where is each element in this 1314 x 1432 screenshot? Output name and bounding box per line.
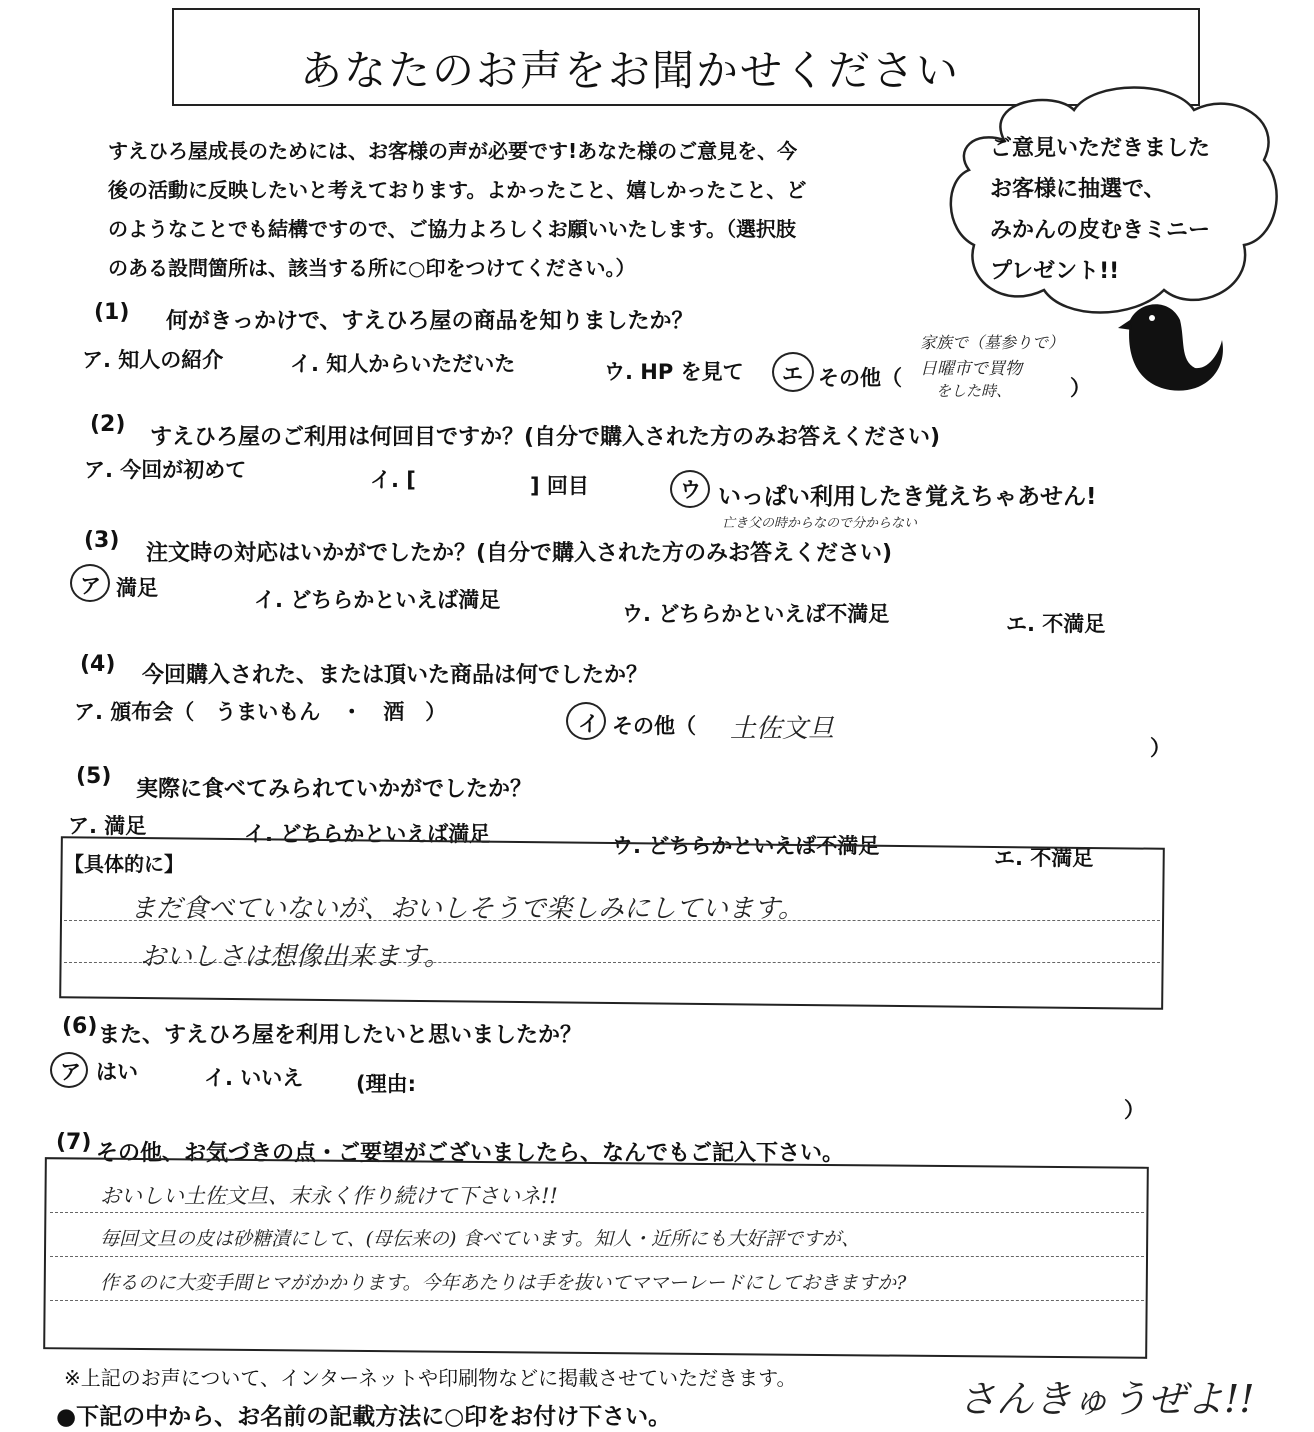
q3-question: 注文時の対応はいかがでしたか？(自分で購入された方のみお答えください) [146, 541, 893, 566]
q2-option-i: イ. [ [370, 468, 416, 492]
q1-option-u: ウ. HP を見て [604, 360, 744, 384]
footer-instruction: ●下記の中から、お名前の記載方法に○印をお付け下さい。 [56, 1404, 672, 1430]
intro-line: すえひろ屋成長のためには、お客様の声が必要です!あなた様のご意見を、今 [108, 139, 798, 163]
q1-option-i: イ. 知人からいただいた [290, 352, 516, 376]
q4-number: (4) [80, 652, 116, 677]
q2-handwritten: 亡き父の時からなので分からない [722, 516, 918, 531]
q2-option-a: ア. 今回が初めて [84, 458, 247, 482]
q5-option-a: ア. 満足 [68, 814, 147, 838]
q4-question: 今回購入された、または頂いた商品は何でしたか？ [142, 663, 649, 688]
q6-option-a-text: はい [96, 1060, 138, 1084]
q4-option-i: イ [578, 712, 599, 736]
q2-option-u-text: いっぱい利用したき覚えちゃあせん! [718, 484, 1097, 510]
q6-option-a: ア [60, 1060, 81, 1084]
q7-line [50, 1300, 1144, 1301]
q1-question: 何がきっかけで、すえひろ屋の商品を知りましたか？ [166, 309, 694, 334]
q1-handwritten-1: 家族で（墓参りで） [920, 333, 1065, 352]
q5-question: 実際に食べてみられていかがでしたか？ [136, 777, 533, 802]
q5-handwritten-2: おいしさは想像出来ます。 [140, 942, 450, 972]
q3-option-i: イ. どちらかといえば満足 [254, 588, 501, 612]
q5-option-i: イ. どちらかといえば満足 [244, 822, 491, 846]
q5-handwritten-1: まだ食べていないが、おいしそうで楽しみにしています。 [130, 894, 804, 924]
q3-option-u: ウ. どちらかといえば不満足 [622, 602, 890, 626]
q1-option-e: エ [782, 362, 803, 386]
q1-option-e-text: その他（ [818, 366, 902, 390]
q7-number: (7) [56, 1130, 92, 1155]
cloud-line: プレゼント!! [990, 259, 1120, 284]
q7-handwritten-1: おいしい土佐文旦、末永く作り続けて下さいネ!! [100, 1184, 558, 1208]
q5-number: (5) [76, 764, 112, 789]
q6-number: (6) [62, 1014, 98, 1039]
signature: さんきゅうぜよ!! [958, 1377, 1255, 1421]
q1-handwritten-2: 日曜市で買物 [920, 359, 1022, 379]
q2-number: (2) [90, 412, 126, 437]
q7-handwritten-3: 作るのに大変手間ヒマがかかります。今年あたりは手を抜いてママーレードにしておきますか? [100, 1272, 907, 1294]
cloud-line: ご意見いただきました [990, 136, 1211, 161]
q4-handwritten: 土佐文旦 [730, 714, 835, 744]
intro-line: のようなことでも結構ですので、ご協力よろしくお願いいたします。（選択肢 [108, 217, 796, 241]
q2-option-u: ウ [680, 478, 701, 502]
footer-note: ※上記のお声について、インターネットや印刷物などに掲載させていただきます。 [64, 1366, 797, 1390]
q2-question: すえひろ屋のご利用は何回目ですか？(自分で購入された方のみお答えください) [150, 425, 941, 450]
bird-icon [1110, 290, 1230, 400]
q1-option-a: ア. 知人の紹介 [82, 348, 224, 372]
page-title: あなたのお声をお聞かせください [300, 46, 961, 95]
q7-line [50, 1212, 1144, 1213]
q1-handwritten-3: をした時、 [936, 382, 1012, 400]
cloud-line: お客様に抽選で、 [990, 177, 1166, 202]
cloud-line: みかんの皮むきミニー [990, 218, 1211, 243]
q2-option-i-close: ] 回目 [530, 474, 589, 498]
q1-close: ） [1070, 376, 1091, 400]
q6-option-i: イ. いいえ [204, 1066, 304, 1090]
q6-reason: (理由: [356, 1072, 416, 1096]
q7-question: その他、お気づきの点・ご要望がございましたら、なんでもご記入下さい。 [96, 1141, 845, 1166]
q7-handwritten-2: 毎回文旦の皮は砂糖漬にして、(母伝来の) 食べています。知人・近所にも大好評ですが、 [100, 1228, 860, 1250]
q6-question: また、すえひろ屋を利用したいと思いましたか？ [98, 1023, 583, 1048]
q5-option-e: エ. 不満足 [994, 846, 1094, 870]
q6-close: ） [1124, 1098, 1145, 1122]
q4-option-a: ア. 頒布会（ うまいもん ・ 酒 ） [74, 700, 447, 724]
intro-text [108, 132, 948, 288]
q4-close: ） [1150, 736, 1171, 760]
q5-box-label: 【具体的に】 [64, 852, 184, 876]
intro-line: のある設問箇所は、該当する所に○印をつけてください。） [108, 256, 636, 280]
q4-option-i-text: その他（ [612, 714, 696, 738]
intro-line: 後の活動に反映したいと考えております。よかったこと、嬉しかったこと、ど [108, 178, 807, 202]
q3-option-a-text: 満足 [116, 576, 158, 600]
q5-option-u: ウ. どちらかといえば不満足 [612, 834, 880, 858]
q7-line [50, 1256, 1144, 1257]
q1-number: (1) [94, 300, 130, 325]
q3-option-a: ア [80, 574, 101, 598]
q3-number: (3) [84, 528, 120, 553]
q3-option-e: エ. 不満足 [1006, 612, 1106, 636]
cloud-text [990, 128, 1210, 292]
